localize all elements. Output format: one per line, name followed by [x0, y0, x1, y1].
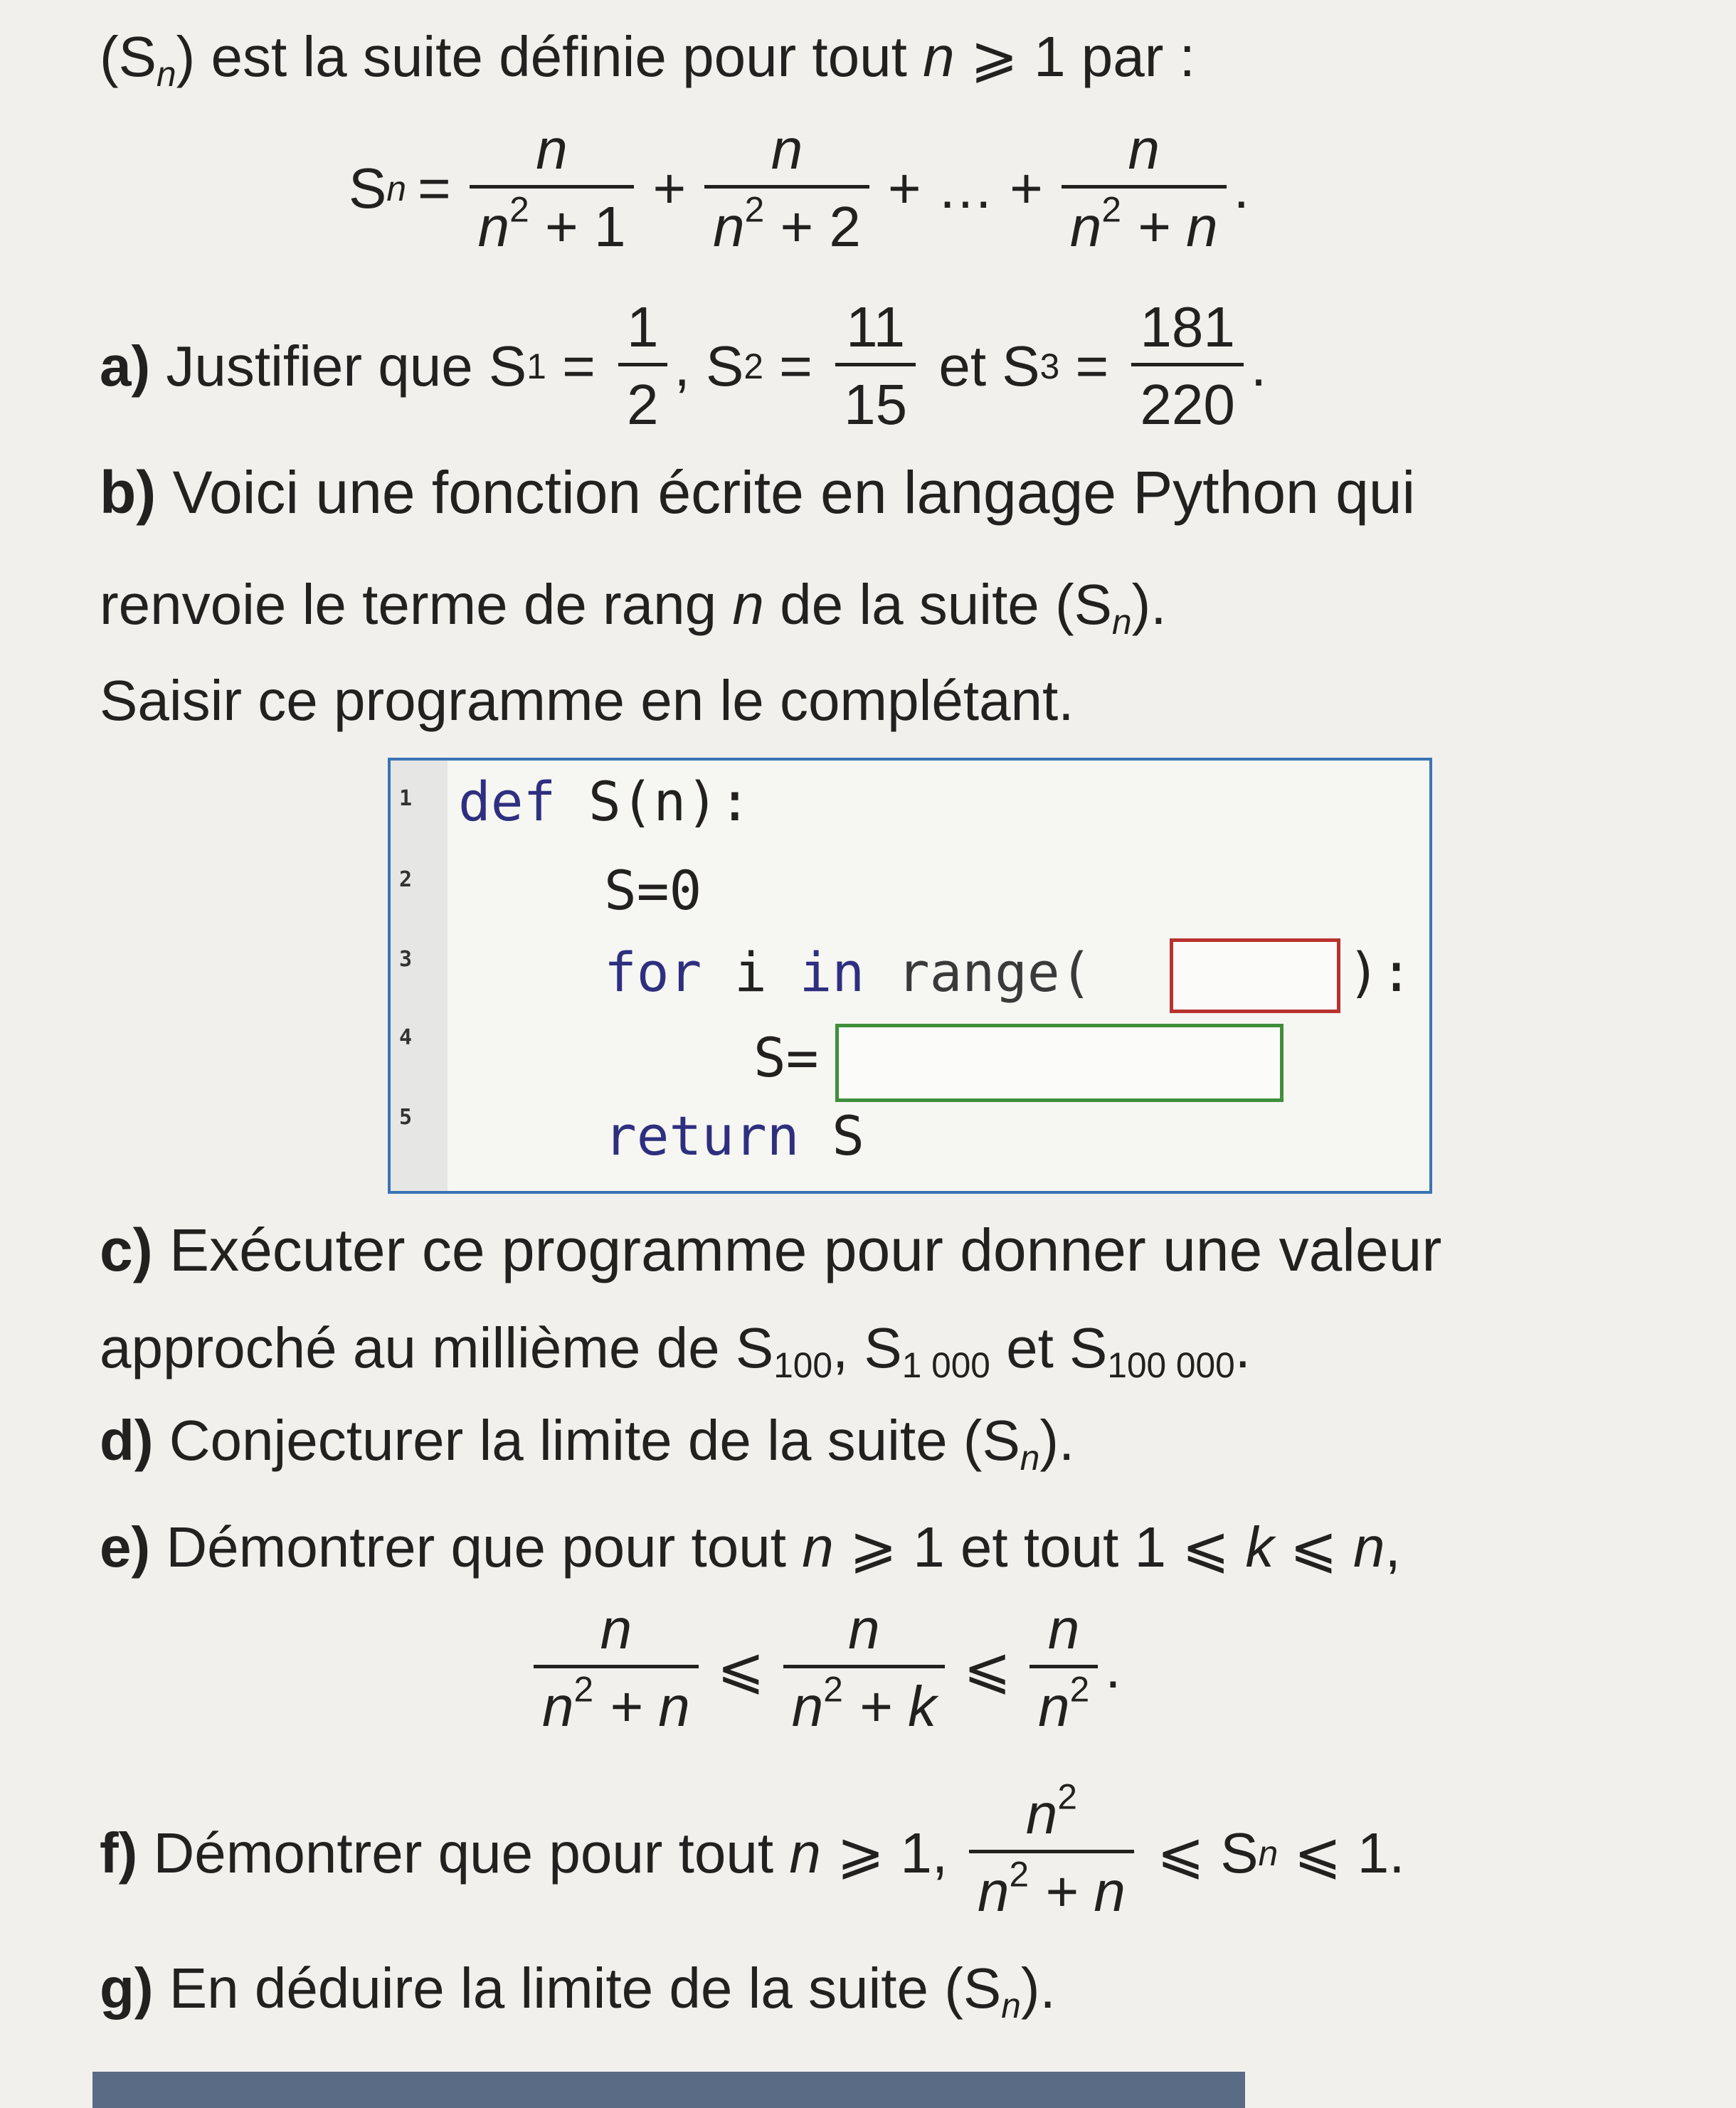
definition-formula: S n = $\frac{n}{n^2 + 1}$ + $\frac{n}{n^2 + 2}$ + … + $\frac{n}{n^2 + n}$ . [349, 117, 1249, 258]
subscript: n [1112, 601, 1132, 642]
part-d [100, 1409, 1075, 1478]
variable-k: k [1245, 1515, 1274, 1579]
less-equal: ⩽ [963, 1636, 1012, 1700]
subscript: 1 000 [901, 1345, 990, 1385]
part-g-text: En déduire la limite de la suite (S [153, 1956, 1002, 2020]
et: et [923, 334, 1002, 398]
text: ⩾ 1, [820, 1821, 948, 1885]
den-base: n [542, 1675, 574, 1738]
exponent: 2 [1009, 1854, 1030, 1895]
part-e [100, 1515, 1401, 1579]
period: . [1250, 334, 1267, 398]
text: ⩽ 1. [1278, 1821, 1405, 1885]
fraction-middle [783, 1597, 945, 1738]
text: ⩾ 1 et tout 1 ⩽ [833, 1515, 1246, 1579]
text: ⩽ S [1140, 1821, 1259, 1885]
code-text: ): [1348, 941, 1413, 1004]
part-g [100, 1956, 1056, 2025]
range-blank-input[interactable] [1170, 938, 1340, 1013]
text: ). [1131, 573, 1167, 636]
den-rest: + n [593, 1675, 690, 1738]
part-e-text: Démontrer que pour tout [150, 1515, 803, 1579]
variable-n: n [802, 1515, 834, 1579]
num-base: n [1025, 1782, 1058, 1845]
fraction-term1 [470, 117, 635, 258]
text: ). [1039, 1409, 1075, 1472]
exponent: 2 [509, 189, 529, 230]
numerator: 181 [1140, 295, 1235, 359]
equals: = [1059, 334, 1125, 398]
part-b-line1 [100, 459, 1416, 526]
text: approché au millième de S [100, 1316, 774, 1379]
part-b-text: Voici une fonction écrite en langage Python qui [156, 459, 1416, 526]
keyword: for [604, 941, 702, 1004]
den-base: n [477, 195, 510, 258]
text: . [1234, 1316, 1251, 1379]
part-d-text: Conjecturer la limite de la suite (S [153, 1409, 1020, 1472]
den-base: n [978, 1860, 1010, 1923]
text: de la suite (S [763, 573, 1113, 636]
line-number: 3 [399, 947, 413, 972]
part-f-text: Démontrer que pour tout [137, 1821, 790, 1885]
s2: S [706, 334, 744, 398]
code-text: S [799, 1104, 865, 1167]
text: ⩽ [1274, 1515, 1353, 1579]
fraction-s2 [835, 295, 916, 436]
text: , [1385, 1515, 1401, 1579]
fraction-s3 [1131, 295, 1243, 436]
ellipsis: + … + [887, 156, 1043, 220]
variable-n: n [732, 573, 764, 636]
code-line-3 [604, 941, 1093, 1004]
part-c-line2 [100, 1316, 1251, 1385]
keyword: in [799, 941, 865, 1004]
fraction-upper [1030, 1597, 1098, 1738]
page-footer-bar [92, 2072, 1245, 2108]
equals: = [763, 334, 829, 398]
part-b-label: b) [100, 459, 157, 526]
fraction-term3 [1062, 117, 1227, 258]
numerator: 1 [627, 295, 659, 359]
den-base: n [791, 1675, 824, 1738]
variable-n: n [923, 25, 955, 88]
equals: = [417, 156, 451, 220]
den-rest: + n [1121, 195, 1218, 258]
intro-line [100, 25, 1195, 94]
s1: S [488, 334, 527, 398]
part-c-line1 [100, 1217, 1442, 1283]
sum-blank-input[interactable] [835, 1024, 1284, 1102]
subscript: 100 [773, 1345, 832, 1385]
exponent: 2 [823, 1669, 843, 1710]
period: . [1105, 1636, 1121, 1700]
text: , S [832, 1316, 902, 1379]
numerator: n [600, 1597, 633, 1661]
line-number: 5 [399, 1105, 413, 1130]
code-line-4 [753, 1026, 819, 1089]
part-f-label: f) [100, 1821, 138, 1885]
numerator: 11 [846, 295, 906, 359]
s3: S [1002, 334, 1040, 398]
subscript: n [1020, 1437, 1040, 1478]
code-text: S(n): [556, 770, 751, 833]
part-a-label: a) [100, 334, 151, 398]
code-line-2 [604, 859, 702, 922]
den-rest: + 1 [529, 195, 626, 258]
numerator: n [771, 117, 803, 181]
exponent: 2 [744, 189, 765, 230]
code-text: range( [864, 941, 1093, 1004]
fraction-term2 [704, 117, 869, 258]
less-equal: ⩽ [716, 1636, 765, 1700]
code-text: S= [753, 1026, 819, 1089]
part-f: f) Démontrer que pour tout n ⩾ 1, $\frac{n^2}{n^2 + n}$ ⩽ S n ⩽ 1. [100, 1776, 1405, 1923]
denominator: 220 [1131, 363, 1243, 433]
text: renvoie le terme de rang [100, 573, 733, 636]
part-a-text: Justifier que [150, 334, 489, 398]
numerator: n [1128, 117, 1160, 181]
paren: ) [176, 25, 196, 88]
part-e-label: e) [100, 1515, 151, 1579]
line-number: 4 [399, 1025, 413, 1050]
denominator: 15 [835, 363, 916, 433]
intro-text: est la suite définie pour tout [195, 25, 923, 88]
numerator: n [848, 1597, 880, 1661]
part-e-inequality [526, 1597, 1121, 1738]
exponent: 2 [1057, 1776, 1077, 1817]
part-b-line2 [100, 573, 1167, 642]
equals: = [546, 334, 612, 398]
den-rest: + n [1029, 1860, 1126, 1923]
code-line-3-end [1348, 941, 1413, 1004]
den-base: n [713, 195, 745, 258]
code-line-1 [458, 770, 751, 833]
den-base: n [1069, 195, 1102, 258]
den-rest: + k [842, 1675, 937, 1738]
exponent: 2 [573, 1669, 594, 1710]
exponent: 2 [1069, 1669, 1090, 1710]
separator: , [674, 334, 706, 398]
line-number: 2 [399, 867, 413, 892]
fraction-s1 [618, 295, 667, 436]
period: . [1233, 156, 1249, 220]
part-d-label: d) [100, 1409, 154, 1472]
keyword: def [458, 770, 556, 833]
code-text: S=0 [604, 859, 702, 922]
code-line-5 [604, 1104, 865, 1167]
subscript: 100 000 [1107, 1345, 1235, 1385]
den-rest: + 2 [764, 195, 861, 258]
variable-n: n [1353, 1515, 1385, 1579]
part-g-label: g) [100, 1956, 154, 2020]
subscript: n [157, 53, 176, 94]
subscript: n [1001, 1985, 1021, 2025]
text: ). [1020, 1956, 1056, 2020]
sequence-symbol: (S [100, 25, 157, 88]
numerator: n [1047, 1597, 1080, 1661]
condition-text: ⩾ 1 par : [954, 25, 1195, 88]
line-number: 1 [399, 786, 413, 811]
lhs: S [349, 156, 387, 220]
code-text: i [702, 941, 800, 1004]
fraction-lower [534, 1597, 699, 1738]
den-base: n [1038, 1675, 1070, 1738]
keyword: return [604, 1104, 800, 1167]
denominator: 2 [618, 363, 667, 433]
instruction-text: Saisir ce programme en le complétant. [100, 669, 1074, 732]
plus: + [652, 156, 687, 220]
text: et S [990, 1316, 1108, 1379]
code-editor [388, 758, 1432, 1194]
variable-n: n [789, 1821, 821, 1885]
part-a: a) Justifier que S 1 = $\frac{1}{2}$ , S 2 = $\frac{11}{15}$ et S 3 = $\frac{181}{220}$ . [100, 295, 1267, 436]
part-c-label: c) [100, 1217, 153, 1283]
part-b-line3 [100, 669, 1074, 732]
exponent: 2 [1101, 189, 1121, 230]
part-c-text: Exécuter ce programme pour donner une valeur [152, 1217, 1442, 1283]
numerator: n [536, 117, 568, 181]
fraction-lower-bound [969, 1776, 1134, 1923]
